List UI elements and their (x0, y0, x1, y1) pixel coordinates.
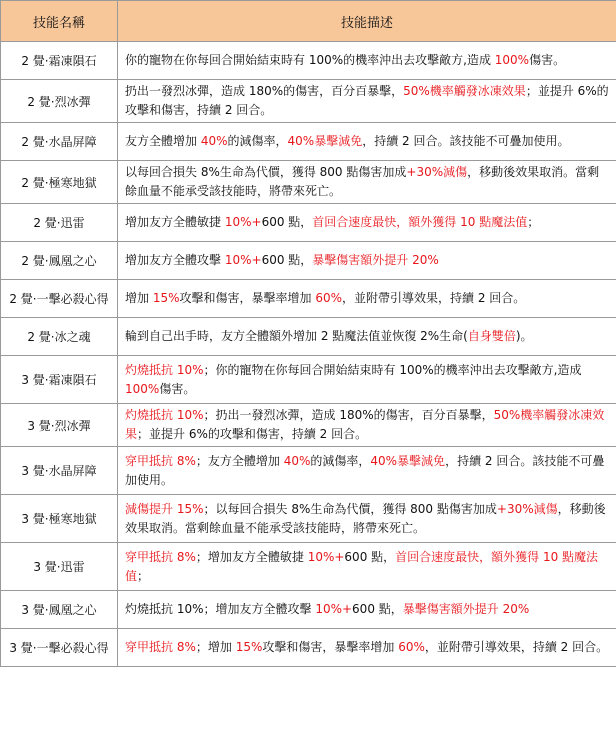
description-text: ；並提升 6%的攻擊和傷害，持續 2 回合。 (125, 84, 609, 117)
description-text: 增加 (125, 291, 153, 305)
highlight-text: 60% (315, 291, 342, 305)
skill-name: 2 覺·水晶屏障 (1, 123, 118, 161)
skill-description (118, 447, 616, 495)
description-text: ； (137, 568, 150, 583)
highlight-text: 10%+ (315, 602, 353, 616)
highlight-text: 灼燒抵抗 10% (125, 408, 204, 422)
skill-name: 2 覺·迅雷 (1, 204, 118, 242)
skill-description (118, 356, 616, 404)
description-text: 輪到自己出手時，友方全體額外增加 2 點魔法值並恢復 2%生命( (125, 329, 468, 343)
description-text: )。 (515, 329, 533, 343)
table-row (1, 318, 616, 356)
description-text: 友方全體增加 (125, 134, 201, 148)
description-text: 600 點， (261, 215, 313, 229)
highlight-text: 50%機率觸發冰凍效果 (125, 408, 605, 441)
description-text: 灼燒抵抗 10%；增加友方全體攻擊 (125, 602, 316, 616)
table-row (1, 356, 616, 404)
skill-name: 3 覺·迅雷 (1, 543, 118, 591)
description-text: 攻擊和傷害，暴擊率增加 (262, 640, 399, 654)
description-text: 600 點， (344, 549, 396, 564)
highlight-text: 40% (200, 134, 228, 148)
skill-name: 3 覺·水晶屏障 (1, 447, 118, 495)
description-text: 攻擊和傷害，暴擊率增加 (179, 291, 316, 305)
description-text: ； (527, 215, 540, 229)
table-row (1, 591, 616, 629)
header-row (1, 1, 616, 42)
table-row (1, 42, 616, 80)
highlight-text: 穿甲抵抗 8% (125, 549, 196, 564)
highlight-text: 首回合速度最快，額外獲得 10 點魔法值 (125, 549, 599, 583)
skill-name: 2 覺·鳳凰之心 (1, 242, 118, 280)
description-text: 傷害。 (159, 381, 196, 396)
description-text: 600 點， (261, 253, 313, 267)
highlight-text: 100% (494, 53, 530, 67)
skill-description (118, 495, 616, 543)
skill-name: 3 覺·鳳凰之心 (1, 591, 118, 629)
table-row (1, 447, 616, 495)
table-row (1, 242, 616, 280)
description-text: ，持續 2 回合。該技能不可疊加使用。 (362, 134, 570, 148)
table-row (1, 123, 616, 161)
description-text: ；增加友方全體敏捷 (195, 549, 308, 564)
description-text: 扔出一發烈冰彈，造成 180%的傷害，百分百暴擊， (125, 84, 404, 98)
highlight-text: 40%暴擊減免 (287, 134, 363, 148)
description-text: ；增加 (195, 640, 236, 654)
highlight-text: 穿甲抵抗 8% (125, 453, 196, 468)
skill-description (118, 591, 616, 629)
skill-description (118, 404, 616, 447)
skill-description (118, 161, 616, 204)
highlight-text: 15% (235, 640, 263, 654)
description-text: ，並附帶引導效果，持續 2 回合。 (342, 291, 526, 305)
table-row (1, 204, 616, 242)
description-text: 的減傷率， (227, 134, 288, 148)
highlight-text: 10%+ (307, 549, 345, 564)
highlight-text: 15% (152, 291, 180, 305)
description-text: ；並提升 6%的攻擊和傷害，持續 2 回合。 (137, 427, 368, 441)
highlight-text: +30%減傷 (406, 165, 468, 179)
skill-description (118, 629, 616, 667)
description-text: ；你的寵物在你每回合開始結束時有 100%的機率沖出去攻擊敵方,造成 (203, 362, 582, 377)
skill-name: 3 覺·烈冰彈 (1, 404, 118, 447)
table-row (1, 161, 616, 204)
table-row (1, 280, 616, 318)
header-skill-description: 技能描述 (118, 1, 616, 42)
table-row (1, 80, 616, 123)
highlight-text: 灼燒抵抗 10% (125, 362, 204, 377)
skill-description (118, 123, 616, 161)
skill-name: 3 覺·極寒地獄 (1, 495, 118, 543)
skill-name: 2 覺·極寒地獄 (1, 161, 118, 204)
highlight-text: 10%+ (224, 215, 262, 229)
highlight-text: 50%機率觸發冰凍效果 (403, 84, 526, 98)
description-text: ，移動後效果取消。當剩餘血量不能承受該技能時，將帶來死亡。 (125, 165, 600, 198)
description-text: ，移動後效果取消。當剩餘血量不能承受該技能時，將帶來死亡。 (125, 501, 606, 535)
description-text: 600 點， (352, 602, 403, 616)
skill-description (118, 80, 616, 123)
skill-description (118, 543, 616, 591)
skill-rows (1, 42, 616, 667)
highlight-text: 首回合速度最快，額外獲得 10 點魔法值 (312, 215, 528, 229)
description-text: ；扔出一發烈冰彈，造成 180%的傷害，百分百暴擊， (203, 408, 494, 422)
description-text: 增加友方全體敏捷 (125, 215, 225, 229)
skill-name: 3 覺·霜凍隕石 (1, 356, 118, 404)
description-text: ，持續 2 回合。該技能不可疊加使用。 (125, 453, 605, 487)
table-row (1, 404, 616, 447)
skill-description (118, 318, 616, 356)
highlight-text: 40%暴擊減免 (370, 453, 446, 468)
skill-name: 2 覺·烈冰彈 (1, 80, 118, 123)
description-text: ，並附帶引導效果，持續 2 回合。 (424, 640, 609, 654)
skill-name: 2 覺·霜凍隕石 (1, 42, 118, 80)
highlight-text: 40% (283, 453, 311, 468)
skill-description (118, 42, 616, 80)
skill-description (118, 280, 616, 318)
table-row (1, 495, 616, 543)
skill-description (118, 242, 616, 280)
highlight-text: 100% (125, 381, 160, 396)
highlight-text: 穿甲抵抗 8% (125, 640, 196, 654)
header-skill-name: 技能名稱 (1, 1, 118, 42)
description-text: 增加友方全體攻擊 (125, 253, 225, 267)
highlight-text: 暴擊傷害額外提升 20% (402, 602, 530, 616)
skill-name: 3 覺·一擊必殺心得 (1, 629, 118, 667)
description-text: ；以每回合損失 8%生命為代價，獲得 800 點傷害加成 (203, 501, 497, 516)
skill-description (118, 204, 616, 242)
skill-name: 2 覺·冰之魂 (1, 318, 118, 356)
highlight-text: 自身雙倍 (467, 329, 516, 343)
skill-name: 2 覺·一擊必殺心得 (1, 280, 118, 318)
table-row (1, 543, 616, 591)
description-text: ；友方全體增加 (195, 453, 284, 468)
highlight-text: 暴擊傷害額外提升 20% (312, 253, 439, 267)
highlight-text: 60% (398, 640, 425, 654)
description-text: 傷害。 (529, 53, 566, 67)
highlight-text: 減傷提升 15% (125, 501, 204, 516)
highlight-text: 10%+ (224, 253, 262, 267)
table-row (1, 629, 616, 667)
description-text: 你的寵物在你每回合開始結束時有 100%的機率沖出去攻擊敵方,造成 (125, 53, 495, 67)
highlight-text: +30%減傷 (496, 501, 558, 516)
description-text: 的減傷率， (310, 453, 371, 468)
description-text: 以每回合損失 8%生命為代價，獲得 800 點傷害加成 (125, 165, 407, 179)
